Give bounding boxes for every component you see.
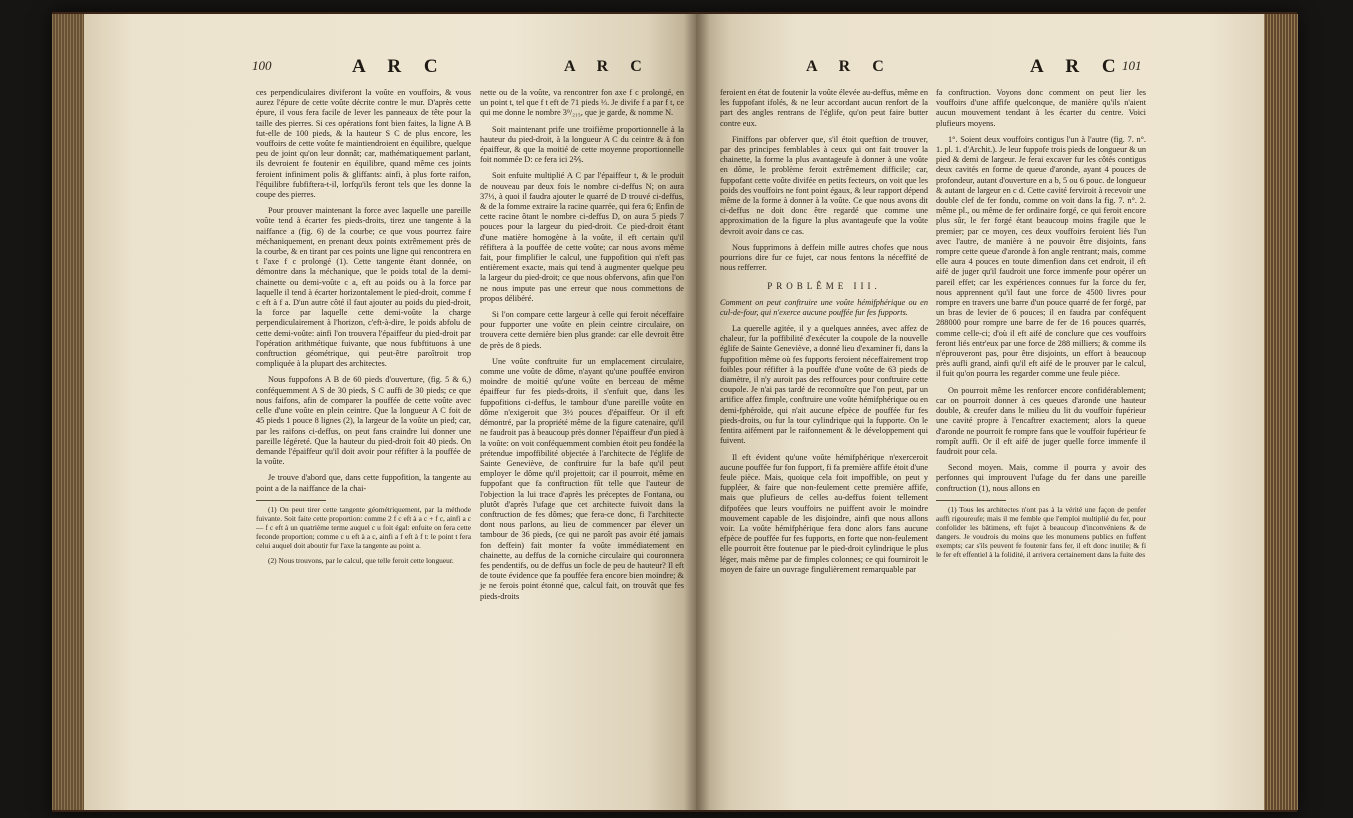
page-edges-left — [52, 14, 84, 810]
paragraph: Finiffons par obferver que, s'il étoit queftion de trouver, par des principes femblables à ceux qui ont fait trouver la chainette, la forme la plus avantageufe à donner à une voûte en dôme, le problème feroit extrêmement difficile; car, fuppofant cette voûte divifée en petits fecteurs, on voit que les poids des vouffoirs ne font point égaux, & leur rapport dépend même de la forme à donner à la voûte. Ce que nous avons dit ci-deffus ne doit donc être regardé que comme une approximation de la figure la plus avantageufe que la voûte devroit avoir dans ce cas. — [720, 134, 928, 236]
paragraph: La querelle agitée, il y a quelques années, avec affez de chaleur, fur la poffibilité d'exécuter la coupole de la nouvelle églife de Sainte Geneviève, a donné lieu d'examiner fi, dans la fuppofition même où fes fupports feroient néceffairement trop foibles pour réfifter à la pouffée d'une voûte de 63 pieds de diamètre, il n'y auroit pas des reffources pour conftruire cette coupole. Je n'ai pas tardé de reconnoître que l'on peut, par un artifice affez fimple, conftruire une voûte hémifphérique ou en demi-fphéroïde, qui n'ait aucune efpèce de pouffée fur fes pieds-droits, ou fur la tour cylindrique qui la fupporte. On le fentira aifément par le raifonnement & le développement qui fuivent. — [720, 324, 928, 446]
paragraph: Nous fuppofons A B de 60 pieds d'ouverture, (fig. 5 & 6,) conféquemment A S de 30 pieds, S C auffi de 30 pieds; ce que nous faifons, afin de comparer la pouffée de cette voûte avec celle d'une voûte en plein ceintre. Que la longueur A C foit de 45 pieds 1 pouce 8 lignes (2), la largeur de la voûte un pied; car, par les raifons ci-deffus, on peut fans craindre lui donner une pareille légéreté. Que la hauteur du pied-droit foit 40 pieds. On demande l'épaiffeur qu'il doit avoir pour réfifter à la pouffée de la voûte. — [256, 375, 471, 467]
running-head-right: A R C — [1030, 56, 1125, 77]
paragraph: Soit enfuite multiplié A C par l'épaiffeur t, & le produit de nouveau par deux fois le nombre ci-deffus N; on aura 37⅓, à quoi il faudra ajouter le quarré de D trouvé ci-deffus, & de la fomme extraire la racine quarrée, qui fera 6; Enfin de cette racine ôtant le nombre ci-deffus D, on aura 5 pieds 7 pouces pour la largeur du pied-droit. Ce pied-droit étant d'une matière homogène à la voûte, il eft certain qu'il réfiftera à la pouffée de cette voûte; car nous avons même fait, pour fimplifier le calcul, une fuppofition qui n'eft pas entièrement exacte, mais qui tend à augmenter quelque peu la largeur du pied-droit; ce que nous obfervons, afin que l'on ne nous impute pas une erreur que nous commettons de propos délibéré. — [480, 171, 684, 303]
paragraph: feroient en état de foutenir la voûte élevée au-deffus, même en les fuppofant ifolés, & ne leur accordant aucun renfort de la part des angles rentrans de l'églife, qu'on peut faire butter contre eux. — [720, 88, 928, 128]
paragraph: ces perpendiculaires diviferont la voûte en vouffoirs, & vous aurez l'épure de cette voûte décrite contre le mur. D'après cette épure, il vous fera facile de lever les panneaux de tête pour la taille des pierres. Si ces opérations font bien faites, la ligne A B fut-elle de 100 pieds, & la hauteur S C de plus encore, les vouffoirs de cette voûte fe maintiendroient en équilibre, quelque peu de joint qu'on leur donnât; car, mathématiquement parlant, ils devroient fe foutenir en équilibre, quand même ces joints feroient infiniment polis & gliffants: ainfi, à plus forte raifon, l'équilibre fubfiftera-t-il, lorfqu'ils feront tels que les donne la coupe des pierres. — [256, 88, 471, 200]
paragraph: Nous fupprimons à deffein mille autres chofes que nous pourrions dire fur ce fujet, car nous fentons la néceffité de nous refferrer. — [720, 242, 928, 273]
paragraph: 1°. Soient deux vouffoirs contigus l'un à l'autre (fig. 7. n°. 1. pl. 1. d'Archit.). Je leur fuppofe trois pieds de longueur & un pied & demi de largeur. Je ferai excaver fur les côtés contigus deux cavités en forme de queue d'aronde, ayant 4 pouces de profondeur, autant d'ouverture en a b, 5 ou 6 pouc. de longueur & autant de largeur en c d. Cette cavité ferviroit à recevoir une double clef de fer fondu, comme on voit dans la fig. 7. n°. 2. même pl., ou même de fer ordinaire forgé, ce qui feroit encore plus sûr, le fer forgé étant beaucoup moins fragile que le premier; par ce moyen, ces deux vouffoirs feroient liés l'un avec l'autre, de manière à ne pouvoir être disjoints, fans rompre cette queue d'aronde à fon angle rentrant; mais, comme elle aura 4 pouces en toute dimenfion dans cet endroit, il eft aifé de juger qu'il faudroit une force immenfe pour opérer un pareil effet; car les expériences connues fur la force du fer, nous apprennent qu'il faut une force de 4500 livres pour rompre en travers une barre d'un pouce quarré de fer forgé, par un bras de levier de 6 pouces; il en faudra par conféquent 288000 pour rompre une barre de fer de 16 pouces quarrés, comme celle-ci; d'où il eft aifé de conclure que ces vouffoirs feront liés entr'eux par une force de 288 milliers; & comme ils n'éprouveront pas, pour être disjoints, un effort à beaucoup près aufli grand, ainfi qu'il eft aifé de le prouver par le calcul, il fuit qu'on pourra les regarder comme une feule pièce. — [936, 134, 1146, 379]
book-gutter — [684, 14, 710, 810]
paragraph: Si l'on compare cette largeur à celle qui feroit néceffaire pour fupporter une voûte en plein ceintre circulaire, on trouvera cette dernière bien plus grande: car elle devroit être de près de 8 pieds. — [480, 310, 684, 350]
running-head-right-col1: A R C — [806, 58, 893, 75]
problem-heading: PROBLÊME III. — [767, 281, 881, 292]
page-number-right: 101 — [1122, 58, 1142, 73]
left-column-1 — [256, 88, 471, 571]
problem-statement: Comment on peut conftruire une voûte hémifphérique ou en cul-de-four, qui n'exerce aucune pouffée fur fes fupports. — [720, 297, 928, 317]
right-column-1 — [720, 88, 928, 581]
left-page — [84, 14, 696, 810]
paragraph: Il eft évident qu'une voûte hémifphérique n'exerceroit aucune pouffée fur fon fupport, fi fa première affife étoit d'une feule pièce. Mais, quoique cela foit impoffible, on peut y fuppléer, & faire que non-feulement cette première affife, mais que plufieurs de celles au-deffus foient tellement difpofées que leurs vouffoirs ne puiffent avoir le moindre mouvement capable de les disjoindre, ainfi que nous allons voir. La voûte hémifphérique fera donc alors fans aucune efpèce de pouffée fur fes fupports, en forte que non-feulement elle pourroit être foutenue par le pied-droit cylindrique le plus léger, mais même par de fimples colonnes; ce qui fourniroit le moyen de faire un ouvrage fingulièrement remarquable par — [720, 452, 928, 574]
right-page — [696, 14, 1264, 810]
footnote: (2) Nous trouvons, par le calcul, que telle feroit cette longueur. — [268, 555, 454, 565]
paragraph: Pour prouver maintenant la force avec laquelle une pareille voûte tend à écarter fes pieds-droits, tirez une tangente à la naiffance a (fig. 6) de la courbe; ce que vous pourrez faire méchaniquement, en prenant deux points extrêmement près de la courbe, & en tirant par ces points une ligne qui rencontrera en t l'axe f c prolongé (1). Cette tangente étant donnée, on démontre dans la méchanique, que le poids total de la demi-chainette ou demi-voûte c a, eft au poids ou à la force par laquelle il tend à écarter horizontalement le pied-droit, comme f c eft à f a. D'un autre côté il faut ajouter au poids du pied-droit, la force par laquelle cette demi-voûte la charge perpendiculairement à l'horizon, c'eft-à-dire, le poids abfolu de cette demi-voûte: ainfi l'on trouvera l'épaiffeur du pied-droit par l'opération arithmétique fuivante, que nous fubftituons à une conftruction géométrique, qui peut-être paroîtroit trop compliquée à la plupart des architectes. — [256, 206, 471, 369]
footnote-rule — [256, 500, 326, 501]
paragraph: On pourroit même les renforcer encore confidérablement; car on pourroit donner à ces queues d'aronde une hauteur double, & creufer dans le milieu du lit du vouffoir fupérieur une cavité propre à l'encaftrer exactement; alors la queue d'aronde ne pourroit fe rompre fans que le vouffoir fupérieur fe rompît auffi. Or il eft aifé de juger quelle force immenfe il faudroit pour cela. — [936, 385, 1146, 456]
running-head-left: A R C — [352, 56, 447, 77]
right-column-2 — [936, 88, 1146, 565]
paragraph: Une voûte conftruite fur un emplacement circulaire, comme une voûte de dôme, n'ayant qu'une pouffée environ moindre de moitié qu'une voûte en berceau de même épaiffeur fur fes pieds-droits, il s'enfuit que, dans les fuppofitions ci-deffus, le tambour d'une pareille voûte en dôme n'exigeroit que 3½ pouces d'épaiffeur. Or il eft démontré, par la propriété même de la figure catenaire, qu'il ne faudroit pas à beaucoup près donner l'épaiffeur d'un pied à la voûte: on voit conféquemment combien étoit peu fondée la prétendue impoffibilité objectée à l'architecte de l'églife de Sainte Geneviève, de conftruire fur la bafe qu'il peut employer le dôme qu'il projettoit; car il pourroit, même en fuppofant que fa conftruction fût telle que l'auteur de l'objection la lui trace d'après les préceptes de Fontana, ou plutôt d'après l'ufage que cet architecte fuivoit dans la conftruction de fes dômes; que fera-ce donc, fi l'architecte dont nous parlons, au lieu de commencer par élever un tambour de 36 pieds, (ce qui ne paroît pas avoir été jamais fon deffein) fait monter fa voûte immédiatement en chainette, au deffus de la corniche circulaire qui couronnera fes pendentifs, ou de deffus un focle de peu de hauteur? Il eft de toute évidence que fa pouffée fera encore bien moindre; & je ne ferois point étonné que, calcul fait, on trouvât que fes pieds-droits — [480, 356, 684, 601]
paragraph: Second moyen. Mais, comme il pourra y avoir des perfonnes qui improuvent l'ufage du fer dans une pareille conftruction (1), nous allons en — [936, 463, 1146, 493]
footnote: (1) On peut tirer cette tangente géométriquement, par la méthode fuivante. Soit faite cette proportion: comme 2 f c eft à a c + f c, ainfi a c — f c eft à un quatrième terme auquel c u foit égal: enfuite on fera cette feconde proportion; comme c u eft à a c, ainfi a f eft à f t: le point t fera celui auquel doit aboutir fur l'axe la tangente au point a. — [256, 504, 471, 550]
page-edges-right — [1264, 14, 1298, 810]
footnote: (1) Tous les architectes n'ont pas à la vérité une façon de penfer auffi rigoureufe; mais il me femble que l'emploi multiplié du fer, pour confolider les bâtimens, eft fujet à beaucoup d'inconvéniens & de dangers. Je voudrois du moins que les monumens publics en fuffent exempts; car s'ils peuvent fe foutenir fans fer, il eft donc inutile; & fi le fer eft effentiel à la folidité, il arrivera certainement dans la fuite des — [936, 504, 1146, 559]
footnote-rule — [936, 500, 1006, 501]
paragraph: Soit maintenant prife une troifième proportionnelle à la hauteur du pied-droit, à la longueur A C du ceintre & à fon épaiffeur, & que la moitié de cette moyenne proportionnelle foit nommée D: ce fera ici 2⅖. — [480, 124, 684, 165]
paragraph: Je trouve d'abord que, dans cette fuppofition, la tangente au point a de la naiffance de la chai- — [256, 473, 471, 493]
paragraph: fa conftruction. Voyons donc comment on peut lier les vouffoirs d'une affife quelconque, de manière qu'ils n'aient aucun mouvement tendant à les écarter du centre. Voici plufieurs moyens. — [936, 88, 1146, 128]
left-column-2 — [480, 88, 684, 608]
paragraph: nette ou de la voûte, va rencontrer fon axe f c prolongé, en un point t, tel que f t eft de 71 pieds ⅓. Je divife f a par f t, ce qui me donne le nombre 3⁹/₂₁₅, que je garde, & nomme N. — [480, 88, 684, 118]
page-number-left: 100 — [252, 58, 272, 73]
running-head-left-col2: A R C — [564, 58, 651, 75]
